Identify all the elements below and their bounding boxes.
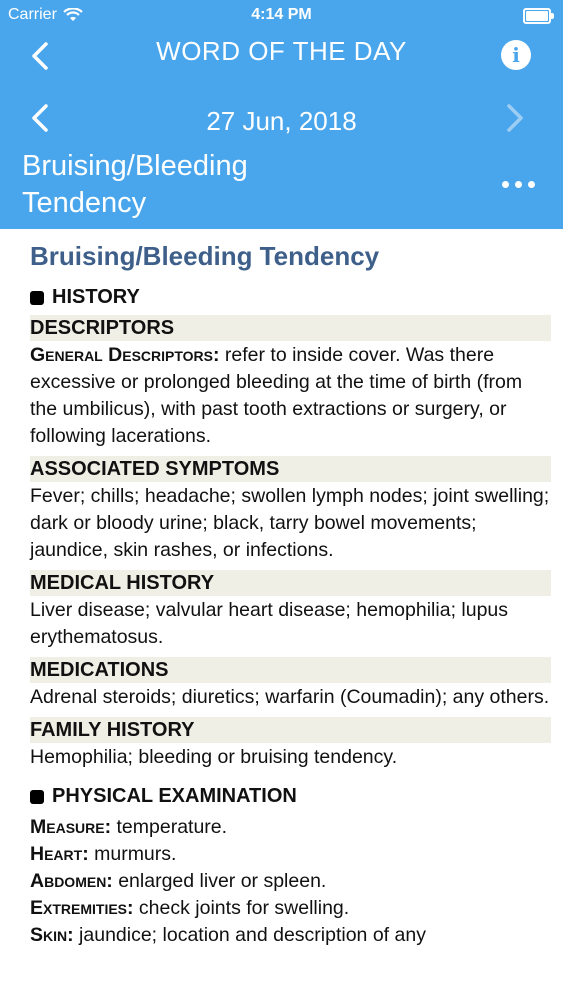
pe-text: murmurs. <box>88 843 177 865</box>
info-button[interactable] <box>501 40 531 70</box>
associated-symptoms-text: Fever; chills; headache; swollen lymph nodes; joint swelling; dark or bloody urine; black, tarry bowel movements; jaundice, skin rashes, or infections. <box>30 485 550 561</box>
pe-heart <box>30 841 551 868</box>
physical-exam-heading-label: PHYSICAL EXAMINATION <box>52 785 297 807</box>
medications-text: Adrenal steroids; diuretics; warfarin (Coumadin); any others. <box>30 686 550 708</box>
more-dot-icon <box>502 181 509 188</box>
nav-bar <box>0 30 563 78</box>
header <box>0 0 563 229</box>
pe-text: jaundice; location and description of any <box>73 924 426 946</box>
pe-extremities <box>30 895 551 922</box>
date-nav <box>0 78 563 148</box>
pe-label: Abdomen: <box>30 870 113 892</box>
descriptors-label: General Descriptors: <box>30 344 220 366</box>
descriptors-body: refer to inside cover. Was there excessive or prolonged bleeding at the time of birth (from the umbilicus), with past tooth extractions or surgery, or following lacerations. <box>30 344 523 447</box>
pe-label: Measure: <box>30 816 112 838</box>
pe-label: Heart: <box>30 843 89 865</box>
history-heading-label: HISTORY <box>52 286 140 308</box>
word-title: Bruising/Bleeding Tendency <box>22 150 248 219</box>
bullet-square-icon <box>30 291 44 305</box>
pe-label: Extremities: <box>30 897 134 919</box>
family-history-heading: FAMILY HISTORY <box>30 717 551 743</box>
more-options-button[interactable] <box>495 174 535 194</box>
pe-measure <box>30 814 551 841</box>
family-history-text: Hemophilia; bleeding or bruising tendency. <box>30 746 398 768</box>
entry-title: Bruising/Bleeding Tendency <box>30 241 380 271</box>
content <box>0 229 563 949</box>
pe-skin <box>30 922 551 949</box>
status-bar <box>0 0 563 30</box>
carrier-label: Carrier <box>8 6 57 23</box>
more-dot-icon <box>515 181 522 188</box>
medications-heading: MEDICATIONS <box>30 657 551 683</box>
info-icon: i <box>512 43 520 67</box>
pe-text: enlarged liver or spleen. <box>112 870 327 892</box>
medical-history-text: Liver disease; valvular heart disease; hemophilia; lupus erythematosus. <box>30 599 509 648</box>
physical-exam-heading <box>30 785 551 808</box>
pe-abdomen <box>30 868 551 895</box>
pe-text: temperature. <box>111 816 228 838</box>
medical-history-heading: MEDICAL HISTORY <box>30 570 551 596</box>
descriptors-heading: DESCRIPTORS <box>30 315 551 341</box>
associated-symptoms-heading: ASSOCIATED SYMPTOMS <box>30 456 551 482</box>
more-dot-icon <box>528 181 535 188</box>
pe-label: Skin: <box>30 924 74 946</box>
battery-icon <box>523 8 551 24</box>
history-heading <box>30 286 551 309</box>
status-time: 4:14 PM <box>251 6 312 23</box>
bullet-square-icon <box>30 790 44 804</box>
nav-title: WORD OF THE DAY <box>156 36 407 66</box>
descriptors-text <box>30 342 551 450</box>
date-label: 27 Jun, 2018 <box>206 106 357 136</box>
word-row <box>0 148 563 228</box>
next-day-button[interactable] <box>493 98 533 138</box>
pe-text: check joints for swelling. <box>133 897 350 919</box>
